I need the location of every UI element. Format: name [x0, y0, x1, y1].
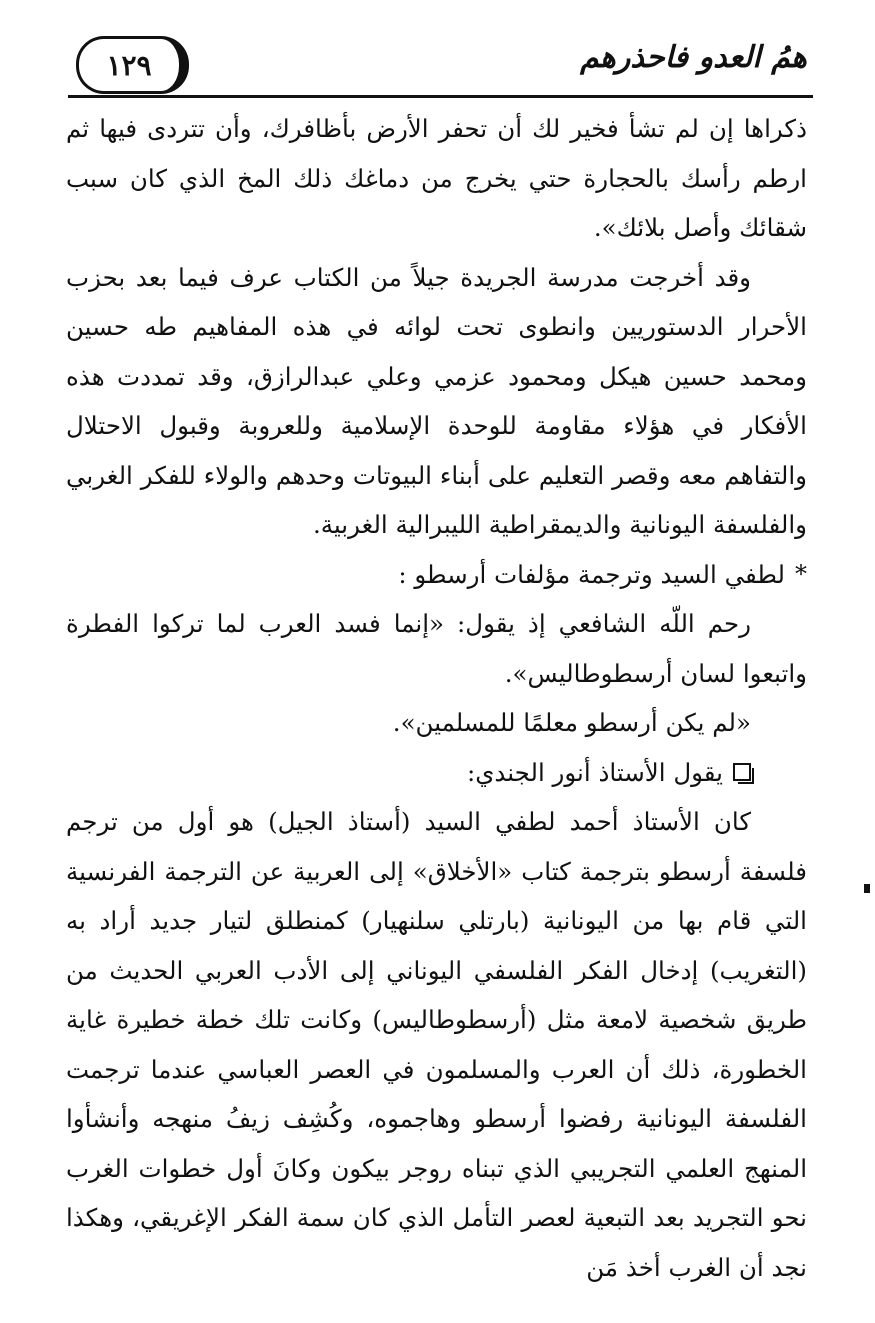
- checkbox-bullet-icon: [733, 763, 751, 781]
- section-heading-text: لطفي السيد وترجمة مؤلفات أرسطو :: [398, 559, 785, 589]
- page-body: [66, 104, 807, 1292]
- running-title: همُ العدو فاحذرهم: [580, 40, 807, 75]
- page-header: [68, 26, 813, 98]
- asterisk-icon: *: [795, 559, 807, 588]
- paragraph-1: ذكراها إن لم تشأ فخير لك أن تحفر الأرض بأظافرك، وأن تتردى فيها ثم ارطم رأسك بالحجارة حتي يخرج من دماغك ذلك المخ الذي كان سبب شقائك وأصل بلائك».: [66, 114, 807, 242]
- margin-mark: [864, 884, 870, 893]
- paragraph-3: رحم اللّه الشافعي إذ يقول: «إنما فسد العرب لما تركوا الفطرة واتبعوا لسان أرسطوطاليس».: [66, 609, 807, 688]
- paragraph-5: كان الأستاذ أحمد لطفي السيد (أستاذ الجيل) هو أول من ترجم فلسفة أرسطو بترجمة كتاب «الأخلاق» إلى العربية عن الترجمة الفرنسية التي قام بها من اليونانية (بارتلي سلنهيار) كمنطلق لتيار جديد أراد به (التغريب) إدخال الفكر الفلسفي اليوناني إلى الأدب العربي الحديث من طريق شخصية لامعة مثل (أرسطوطاليس) وكانت تلك خطة خطيرة غاية الخطورة، ذلك أن العرب والمسلمون في العصر العباسي عندما ترجمت الفلسفة اليونانية رفضوا أرسطو وهاجموه، وكُشِف زيفُ منهجه وأنشأوا المنهج العلمي التجريبي الذي تبناه روجر بيكون وكانَ أول خطوات الغرب نحو التجريد بعد التبعية لعصر التأمل الذي كان سمة الفكر الإغريقي، وهكذا نجد أن الغرب أخذ مَن: [66, 807, 807, 1282]
- header-rule: [68, 95, 813, 98]
- page-number: ١٢٩: [76, 36, 189, 94]
- paragraph-4: «لم يكن أرسطو معلمًا للمسلمين».: [392, 708, 751, 737]
- sub-heading-text: يقول الأستاذ أنور الجندي:: [467, 757, 723, 787]
- section-heading: [66, 550, 807, 600]
- paragraph-2: وقد أخرجت مدرسة الجريدة جيلاً من الكتاب عرف فيما بعد بحزب الأحرار الدستوريين وانطوى تحت لوائه في هذه المفاهيم طه حسين ومحمد حسين هيكل ومحمود عزمي وعلي عبدالرازق، وقد تمددت هذه الأفكار في هؤلاء مقاومة للوحدة الإسلامية وللعروبة وقبول الاحتلال والتفاهم معه وقصر التعليم على أبناء البيوتات وحدهم والولاء للفكر الغربي والفلسفة اليونانية والديمقراطية الليبرالية الغربية.: [66, 262, 807, 539]
- sub-heading: [66, 748, 807, 798]
